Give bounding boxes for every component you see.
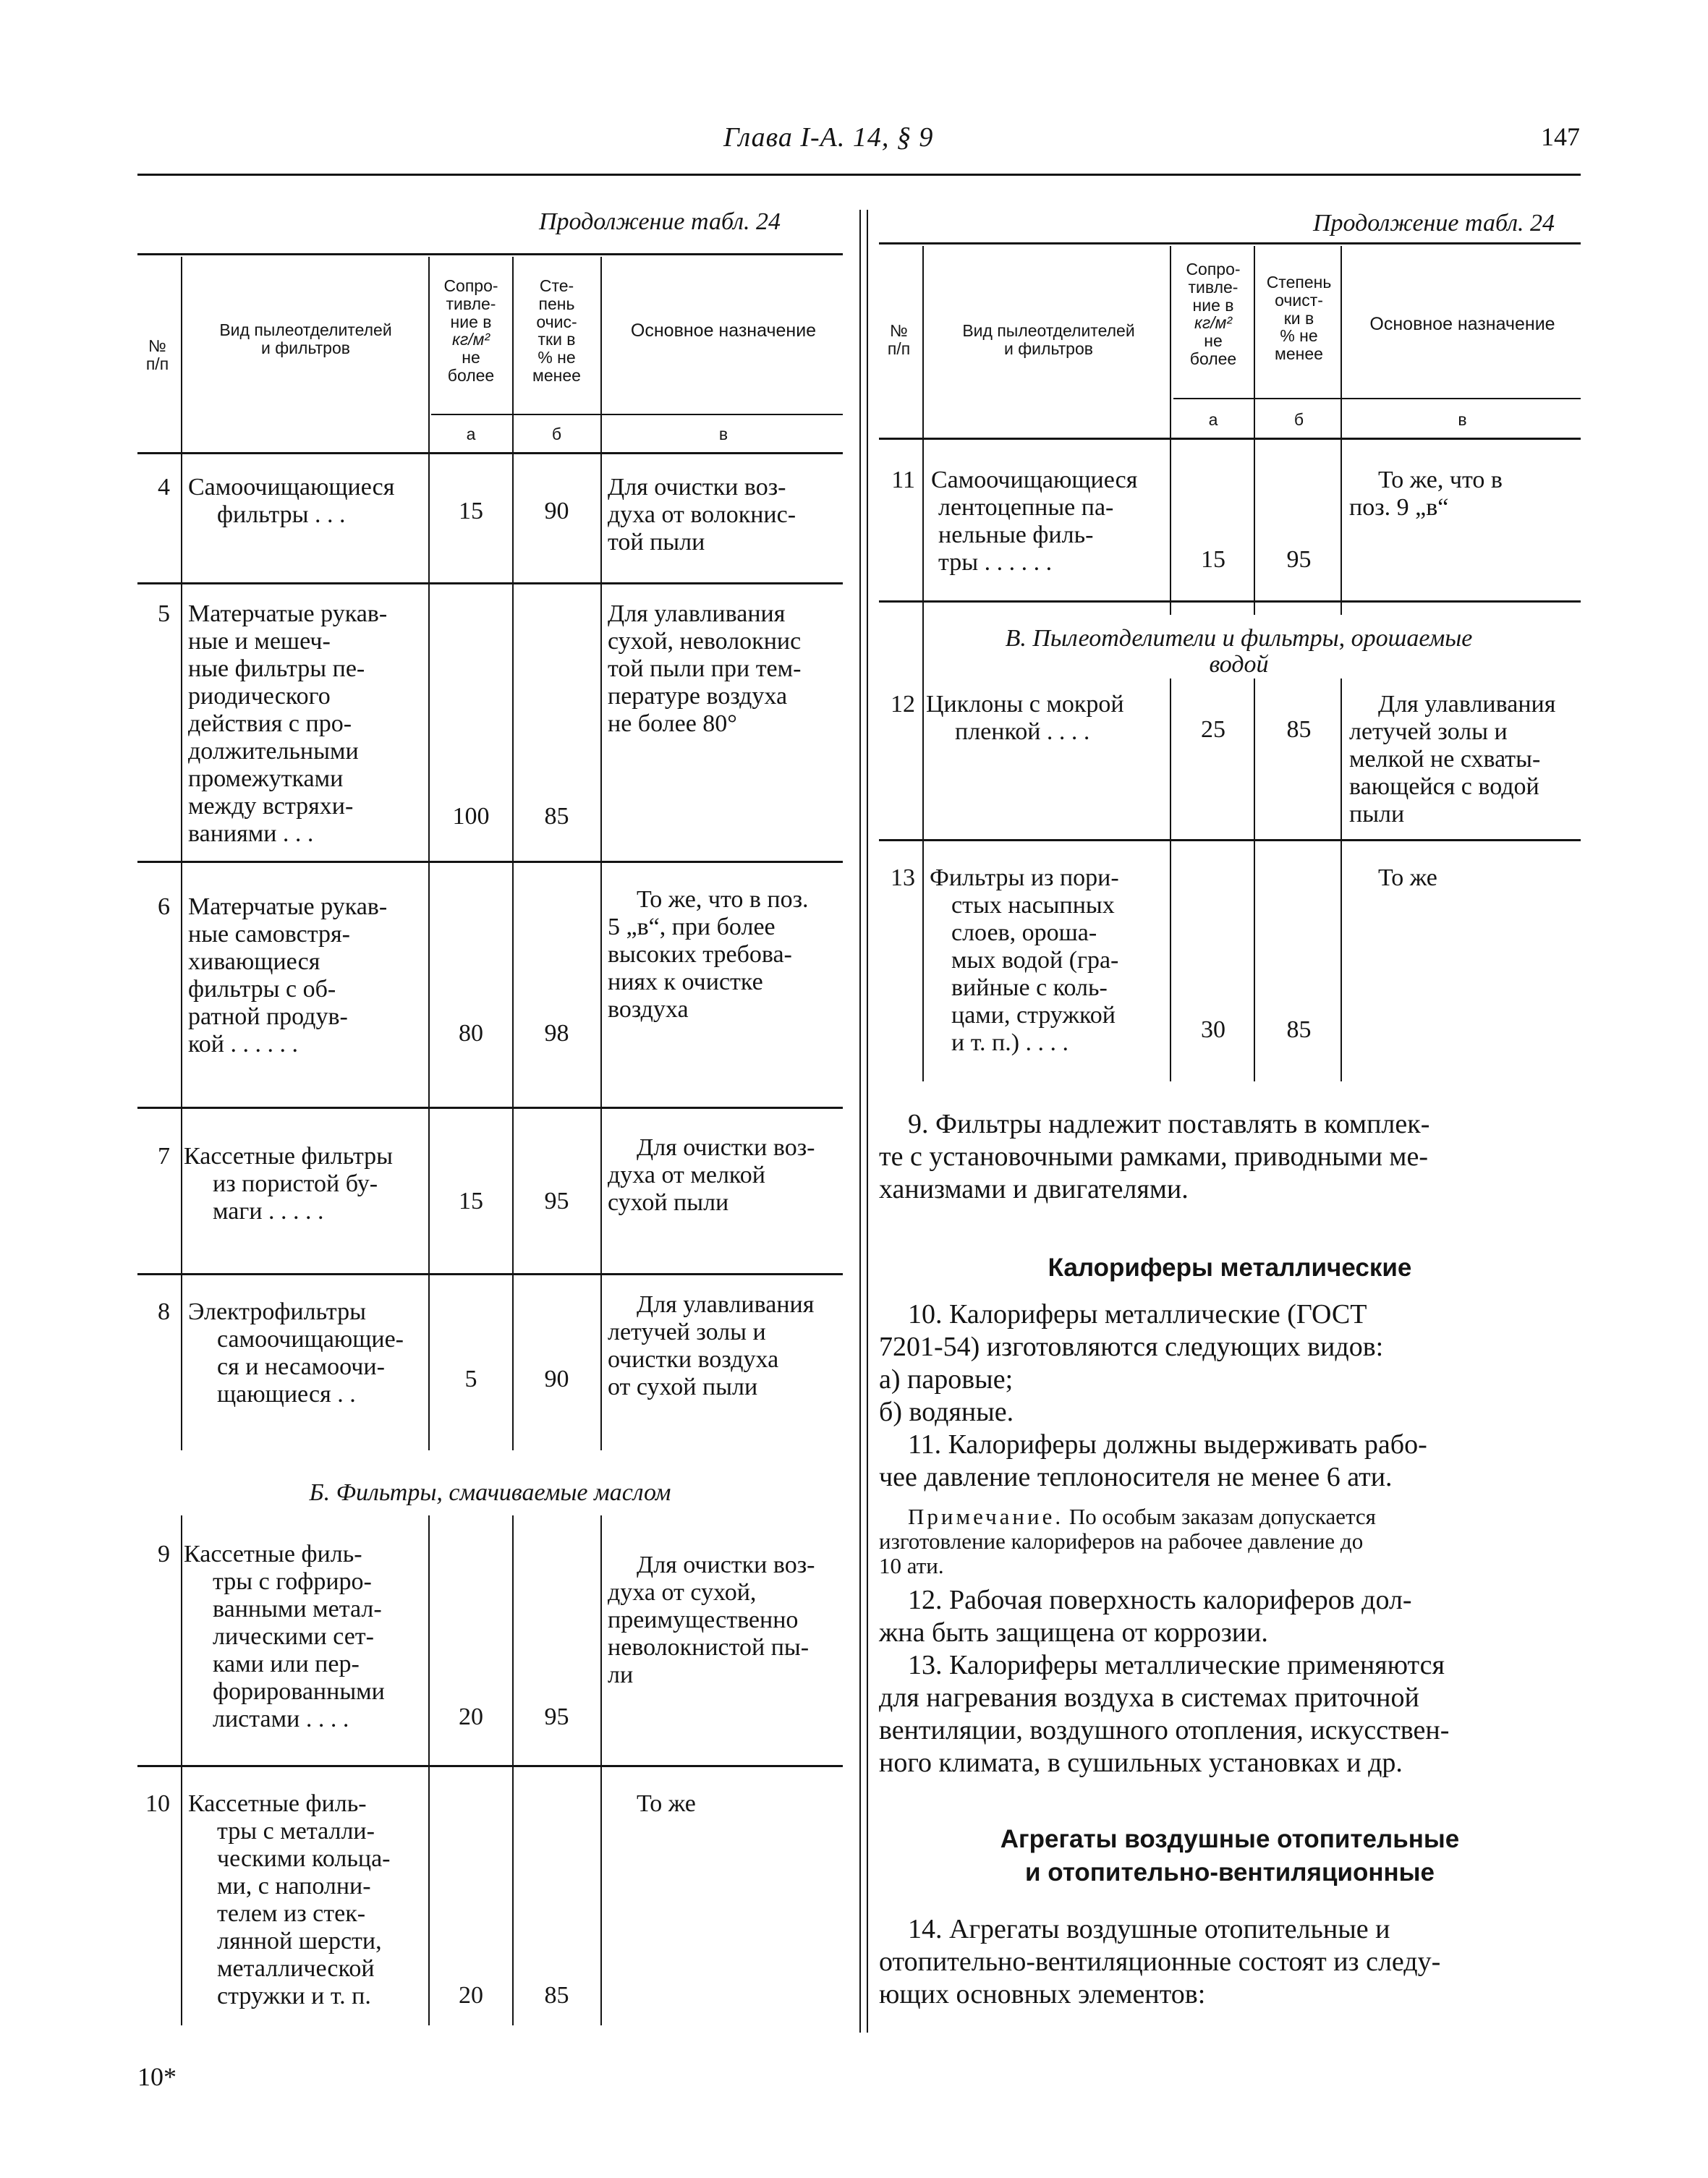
row-number: 11 [891,467,915,493]
row-resistance: 20 [459,1703,483,1730]
row-efficiency: 85 [544,803,569,830]
row-number: 10 [145,1790,170,1817]
row-purpose: Для улавливания летучей золы и очистки воздуха от сухой пыли [608,1291,815,1400]
row-rule [879,839,1581,841]
row-efficiency: 98 [544,1020,569,1047]
row-number: 6 [158,893,170,920]
heading-kaloriferi: Калориферы металлические [1048,1254,1412,1282]
row-rule [137,1765,843,1767]
list-item-a: а) паровые; [879,1364,1014,1395]
row-kind: Самоочищающиеся фильтры . . . [188,474,395,528]
row-resistance: 15 [459,1188,483,1215]
col-header-resistance: Сопро- тивле- ние в кг/м² не более [443,276,498,386]
row-kind: Кассетные филь- тры с металли- ческими кольца- ми, с наполни- телем из стек- лянной шерсти, металлической стружки и т. п. [188,1790,391,2009]
row-resistance: 5 [464,1366,477,1392]
row-resistance: 15 [1201,546,1225,573]
row-purpose: Для очистки воз- духа от мелкой сухой пыли [608,1134,815,1216]
row-purpose: Для очистки воз- духа от сухой, преимущественно неволокнистой пы- ли [608,1552,815,1688]
row-efficiency: 95 [544,1703,569,1730]
row-rule [137,861,843,863]
row-purpose: То же, что в поз. 5 „в“, при более высоких требова- ниях к очистке воздуха [608,886,809,1023]
row-purpose: Для улавливания летучей золы и мелкой не схваты- вающейся с водой пыли [1349,691,1556,828]
row-rule [137,1273,843,1275]
row-number: 7 [158,1143,170,1170]
row-resistance: 25 [1201,716,1225,743]
page-number: 147 [1541,122,1580,151]
row-resistance: 20 [459,1982,483,2009]
row-efficiency: 85 [1286,716,1312,743]
paragraph-14: 14. Агрегаты воздушные отопительные и отопительно-вентиляционные состоят из следу- ющих основных элементов: [879,1914,1441,2009]
paragraph-13: 13. Калориферы металлические применяются для нагревания воздуха в системах приточной вентиляции, воздушного отопления, искусствен- ного климата, в сушильных установках и др. [879,1650,1450,1778]
header-bottom-rule [879,438,1581,440]
col-header-efficiency: Сте- пень очис- тки в % не менее [532,276,581,386]
paragraph-10: 10. Калориферы металлические (ГОСТ 7201-54) изготовляются следующих видов: а) паровые; б) водяные. [879,1298,1581,1429]
row-rule [879,600,1581,603]
heading-agregaty: Агрегаты воздушные отопительные и отопительно-вентиляционные [1000,1825,1460,1886]
row-efficiency: 90 [544,498,569,524]
row-efficiency: 95 [1286,546,1312,573]
row-kind: Самоочищающиеся лентоцепные па- нельные филь- тры . . . . . . [931,467,1138,576]
note: Примечание. По особым заказам допускается изготовление калориферов на рабочее давление до 10 ати. [879,1504,1376,1578]
col-header-kind: Вид пылеотделителей и фильтров [962,321,1135,358]
col-header-num: № п/п [887,321,911,358]
row-kind: Электрофильтры самоочищающие- ся и несамоочи- щающиеся . . [188,1298,404,1408]
row-resistance: 100 [452,803,490,830]
col-sub-b: б [551,425,562,443]
col-header-purpose: Основное назначение [630,320,817,341]
row-kind: Циклоны с мокрой пленкой . . . . [926,691,1124,745]
row-efficiency: 85 [544,1982,569,2009]
row-number: 12 [891,691,915,718]
row-resistance: 15 [459,498,483,524]
row-kind: Фильтры из пори- стых насыпных слоев, ороша- мых водой (гра- вийные с коль- цами, стружкой и т. п.) . . . . [930,864,1119,1056]
row-efficiency: 95 [544,1188,569,1215]
row-number: 9 [158,1541,170,1567]
subheader-rule [1173,398,1581,399]
row-resistance: 30 [1201,1016,1225,1043]
chapter-header: Глава I-A. 14, § 9 [723,122,934,153]
col-rule [181,257,182,2025]
row-purpose: То же [1378,864,1437,891]
table-top-rule [879,242,1581,244]
col-header-kind: Вид пылеотделителей и фильтров [219,320,392,357]
list-item-b: б) водяные. [879,1397,1014,1427]
row-purpose: Для очистки воз- духа от волокнис- той пыли [608,474,796,556]
column-divider [859,210,861,2033]
row-rule [137,1107,843,1109]
paragraph-12: 12. Рабочая поверхность калориферов дол- жна быть защищена от коррозии. [879,1585,1412,1648]
col-rule [512,257,514,2025]
header-rule [137,174,1581,176]
row-purpose: То же [637,1790,696,1817]
row-kind: Матерчатые рукав- ные самовстря- хивающиеся фильтры с об- ратной продув- кой . . . . . . [188,893,388,1058]
row-number: 5 [158,600,170,627]
col-rule [428,257,430,2025]
row-number: 4 [158,474,170,501]
col-sub-a: а [1208,410,1218,429]
table-caption: Продолжение табл. 24 [1313,210,1555,237]
subheader-rule [431,414,843,415]
row-efficiency: 90 [544,1366,569,1392]
col-sub-v: в [1458,410,1467,429]
row-efficiency: 85 [1286,1016,1312,1043]
note-label: Примечание. [908,1504,1064,1529]
table-caption: Продолжение табл. 24 [539,208,781,235]
col-header-purpose: Основное назначение [1369,314,1555,334]
row-kind: Кассетные фильтры из пористой бу- маги . . . . . [184,1143,394,1225]
section-title-b: Б. Фильтры, смачиваемые маслом [309,1479,671,1506]
col-sub-b: б [1293,410,1304,429]
col-header-efficiency: Степень очист- ки в % не менее [1266,273,1332,364]
row-kind: Кассетные филь- тры с гофриро- ванными метал- лическими сет- ками или пер- форированными листами . . . . [184,1541,385,1732]
col-header-resistance: Сопро- тивле- ние в кг/м² не более [1186,260,1241,369]
signature-mark: 10* [137,2062,177,2091]
section-title-v: В. Пылеотделители и фильтры, орошаемые водой [1005,625,1473,678]
row-kind: Матерчатые рукав- ные и мешеч- ные фильтры пе- риодического действия с про- должительными промежутками между встряхи- ваниями . . . [188,600,388,847]
paragraph-11: 11. Калориферы должны выдерживать рабо- чее давление теплоносителя не менее 6 ати. [879,1429,1427,1492]
row-number: 8 [158,1298,170,1325]
row-purpose: То же, что в поз. 9 „в“ [1349,467,1503,521]
row-rule [137,582,843,584]
row-purpose: Для улавливания сухой, неволокнис той пыли при тем- пературе воздуха не более 80° [608,600,802,737]
paragraph-9: 9. Фильтры надлежит поставлять в комплек- те с установочными рамками, приводными ме- ханизмами и двигателями. [879,1109,1430,1204]
col-sub-a: а [466,425,476,443]
table-top-rule [137,253,843,255]
row-resistance: 80 [459,1020,483,1047]
row-number: 13 [891,864,915,891]
col-sub-v: в [718,425,728,443]
column-divider [867,210,868,2033]
col-header-num: № п/п [145,336,169,373]
col-rule [600,257,602,2025]
header-bottom-rule [137,452,843,454]
